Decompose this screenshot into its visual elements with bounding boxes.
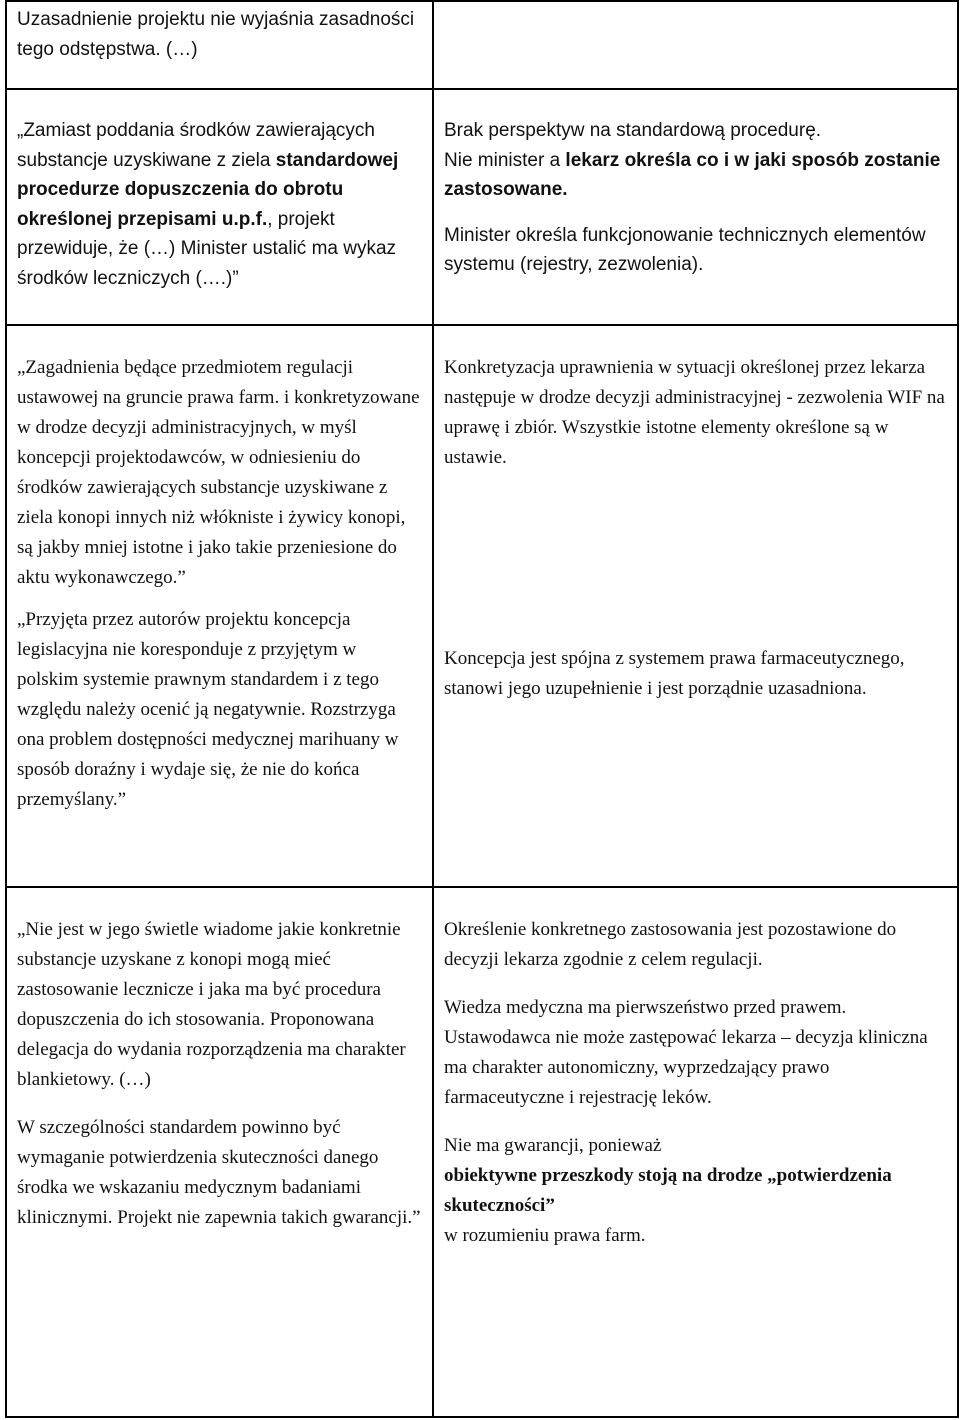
response-paragraph: Wiedza medyczna ma pierwszeństwo przed prawem. Ustawodawca nie może zastępować lekarza – decyzja kliniczna ma charakter autonomiczny, wyprzedzający prawo farmaceutyczne i rejestrację leków. bbox=[444, 997, 928, 1108]
response-paragraph bbox=[444, 146, 947, 205]
quote-text-bold: określonej przepisami u.p.f. bbox=[17, 208, 268, 230]
quote-text-bold: standardowej procedurze dopuszczenia do obrotu bbox=[17, 149, 399, 200]
comparison-table bbox=[5, 0, 959, 1418]
table-cell bbox=[6, 89, 433, 325]
quote-paragraph: „Nie jest w jego świetle wiadome jakie konkretnie substancje uzyskane z konopi mogą mieć zastosowanie lecznicze i jaka ma być procedura dopuszczenia do ich stosowania. Proponowana delegacja do wydania rozporządzenia ma charakter blankietowy. (…) bbox=[17, 919, 406, 1090]
cell-text: Uzasadnienie projektu nie wyjaśnia zasadności tego odstępstwa. (…) bbox=[17, 9, 415, 60]
quote-text: , projekt przewiduje, że (…) Minister ustalić ma wykaz środków leczniczych (….)” bbox=[17, 208, 397, 289]
quote-paragraph: „Zagadnienia będące przedmiotem regulacji ustawowej na gruncie prawa farm. i konkretyzowane w drodze decyzji administracyjnych, w myśl koncepcji projektodawców, w odniesieniu do środków zawierających substancje uzyskiwane z ziela konopi innych niż włókniste i żywicy konopi, są jakby mniej istotne i jako takie przeniesione do aktu wykonawczego.” bbox=[17, 357, 420, 588]
table-cell bbox=[433, 1, 958, 89]
table-cell bbox=[433, 89, 958, 325]
table-row bbox=[6, 89, 958, 325]
response-paragraph: Brak perspektyw na standardową procedurę. bbox=[444, 120, 822, 141]
quote-paragraph: W szczególności standardem powinno być wymaganie potwierdzenia skuteczności danego środka we wskazaniu medycznym badaniami klinicznymi. Projekt nie zapewnia takich gwarancji.” bbox=[17, 1117, 421, 1228]
table-row bbox=[6, 887, 958, 1417]
response-paragraph: Minister określa funkcjonowanie technicznych elementów systemu (rejestry, zezwolenia). bbox=[444, 224, 926, 275]
response-paragraph bbox=[444, 1131, 947, 1251]
table-cell bbox=[6, 1, 433, 89]
table-row bbox=[6, 1, 958, 89]
response-text: Nie minister a bbox=[444, 149, 566, 171]
response-paragraph: Określenie konkretnego zastosowania jest pozostawione do decyzji lekarza zgodnie z celem regulacji. bbox=[444, 919, 897, 970]
response-paragraph: Koncepcja jest spójna z systemem prawa farmaceutycznego, stanowi jego uzupełnienie i jest porządnie uzasadniona. bbox=[444, 648, 905, 699]
table-cell bbox=[6, 325, 433, 887]
table-row bbox=[6, 325, 958, 887]
table-cell bbox=[433, 887, 958, 1417]
table-cell bbox=[6, 887, 433, 1417]
response-text: Nie ma gwarancji, ponieważ bbox=[444, 1135, 662, 1156]
response-paragraph: Konkretyzacja uprawnienia w sytuacji określonej przez lekarza następuje w drodze decyzji administracyjnej - zezwolenia WIF na uprawę i zbiór. Wszystkie istotne elementy określone są w ustawie. bbox=[444, 357, 945, 468]
response-text-bold: obiektywne przeszkody stoją na drodze „potwierdzenia skuteczności” bbox=[444, 1165, 892, 1216]
response-text: w rozumieniu prawa farm. bbox=[444, 1225, 646, 1246]
quote-text: „Zamiast poddania środków zawierających substancje uzyskiwane z ziela bbox=[17, 120, 375, 171]
response-text-bold: lekarz określa co i w jaki sposób zostanie zastosowane. bbox=[444, 149, 941, 200]
quote-paragraph: „Przyjęta przez autorów projektu koncepcja legislacyjna nie koresponduje z przyjętym w polskim systemie prawnym standardem i z tego względu należy ocenić ją negatywnie. Rozstrzyga ona problem dostępności medycznej marihuany w sposób doraźny i wydaje się, że nie do końca przemyślany.” bbox=[17, 609, 399, 810]
table-cell bbox=[433, 325, 958, 887]
quote-paragraph bbox=[17, 116, 422, 293]
